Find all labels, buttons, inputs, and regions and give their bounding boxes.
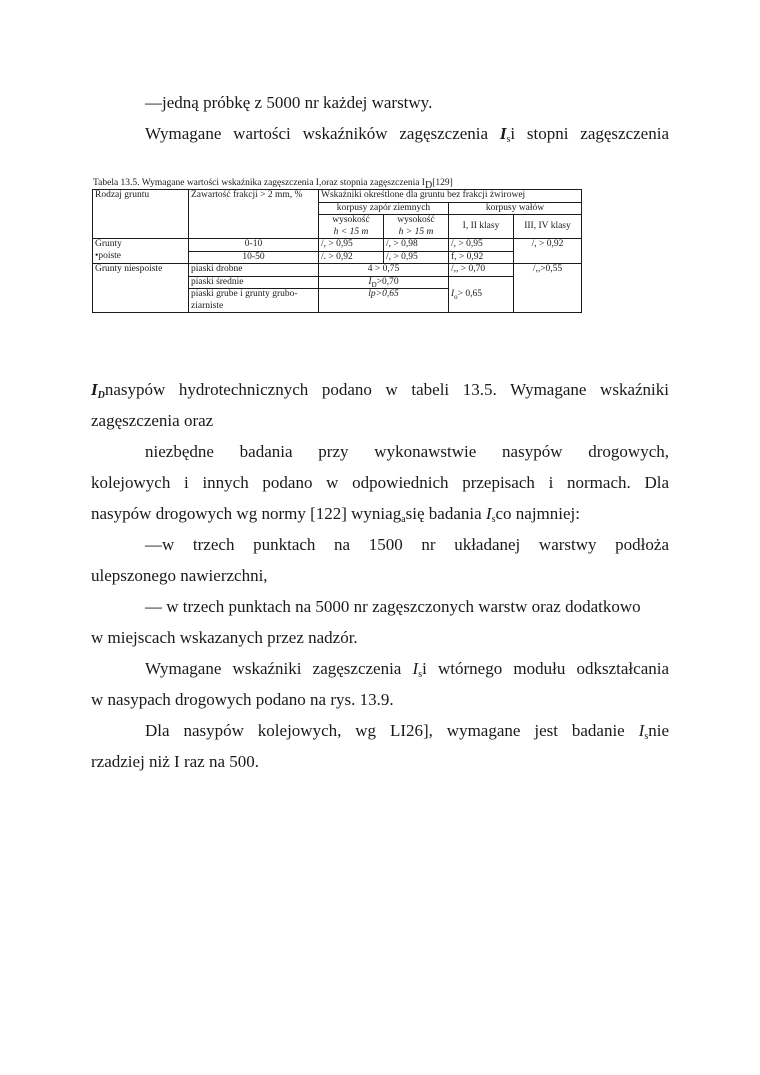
row3-class34: /,,>0,55 <box>514 264 582 313</box>
text-line-14: Dla nasypów kolejowych, wg LI26], wymagane jest badanie $I_snie$ <box>145 721 669 742</box>
row3-dams: 4 > 0,75 <box>319 264 449 277</box>
row3-fraction: piaski drobne <box>189 264 319 277</box>
compaction-table <box>92 189 582 313</box>
header-embankments: korpusy wałów <box>449 202 582 215</box>
row1-class34: /, > 0,92 <box>514 239 582 264</box>
text-line-11: w miejscach wskazanych przez nadzór. <box>91 628 358 647</box>
text-line-4: zagęszczenia oraz <box>91 411 214 430</box>
row2-soil: •poiste <box>93 251 189 264</box>
header-height-low: wysokość h < 15 m <box>319 215 384 239</box>
text-line-13: w nasypach drogowych podano na rys. 13.9. <box>91 690 394 709</box>
row5-dams: lp>0,65 <box>319 289 449 313</box>
header-height-high: wysokość h > 15 m <box>384 215 449 239</box>
text-line-2: Wymagane wartości wskaźników zagęszczenia $I_si$ stopni zagęszczenia <box>145 124 669 145</box>
header-class-3-4: III, IV klasy <box>514 215 582 239</box>
row1-dam-high: /, > 0,98 <box>384 239 449 252</box>
row1-soil: Grunty <box>93 239 189 252</box>
row3-soil: Grunty niespoiste <box>93 264 189 313</box>
text-line-15: rzadziej niż I raz na 500. <box>91 752 260 771</box>
table-caption: Tabela 13.5. Wymagane wartości wskaźnika zagęszczenia I,oraz stopnia zagęszczenia $I_D[129]$ <box>93 178 453 191</box>
row4-dams: $I_D>0,70$ <box>319 276 449 289</box>
header-dams: korpusy zapór ziemnych <box>319 202 449 215</box>
row1-dam-low: /, > 0,95 <box>319 239 384 252</box>
row2-dam-high: /, > 0,95 <box>384 251 449 264</box>
row5-fraction: piaski grube i grunty grubo- ziarniste <box>189 289 319 313</box>
text-line-9: ulepszonego nawierzchni, <box>91 566 268 585</box>
text-line-10: — w trzech punktach na 5000 nr zagęszczonych warstw oraz dodatkowo <box>145 597 641 616</box>
text-line-6: kolejowych i innych podano w odpowiednich przepisach i normach. Dla <box>91 473 669 492</box>
text-line-5: niezbędne badania przy wykonawstwie nasypów drogowych, <box>145 442 669 461</box>
row2-fraction: 10-50 <box>189 251 319 264</box>
header-soil-type: Rodzaj gruntu <box>93 190 189 239</box>
text-line-12: Wymagane wskaźniki zagęszczenia $I_si$ wtórnego modułu odkształcania <box>145 659 670 680</box>
row2-class12: f, > 0,92 <box>449 251 514 264</box>
row5-class12: $I_o> 0,65$ <box>449 289 514 313</box>
text-line-7: nasypów drogowych wg normy [122] wyniag$_a$się badania $I_sco$ najmniej: <box>91 504 580 525</box>
text-line-3: $I_Dnasypów$ hydrotechnicznych podano w tabeli 13.5. Wymagane wskaźniki <box>91 380 669 401</box>
row3-class12: /,, > 0,70 <box>449 264 514 277</box>
row1-fraction: 0-10 <box>189 239 319 252</box>
header-indicators: Wskaźniki okreśtlone dla gruntu bez frakcji żwirowej <box>319 190 582 203</box>
text-line-8: —w trzech punktach na 1500 nr układanej warstwy podłoża <box>145 535 669 554</box>
row4-class12-empty <box>449 276 514 289</box>
header-fraction: Zawartość frakcji > 2 mm, % <box>189 190 319 239</box>
row4-fraction: piaski średnie <box>189 276 319 289</box>
row1-class12: /, > 0,95 <box>449 239 514 252</box>
row2-dam-low: /. > 0,92 <box>319 251 384 264</box>
text-line-1: —jedną próbkę z 5000 nr każdej warstwy. <box>145 93 433 112</box>
header-class-1-2: I, II klasy <box>449 215 514 239</box>
